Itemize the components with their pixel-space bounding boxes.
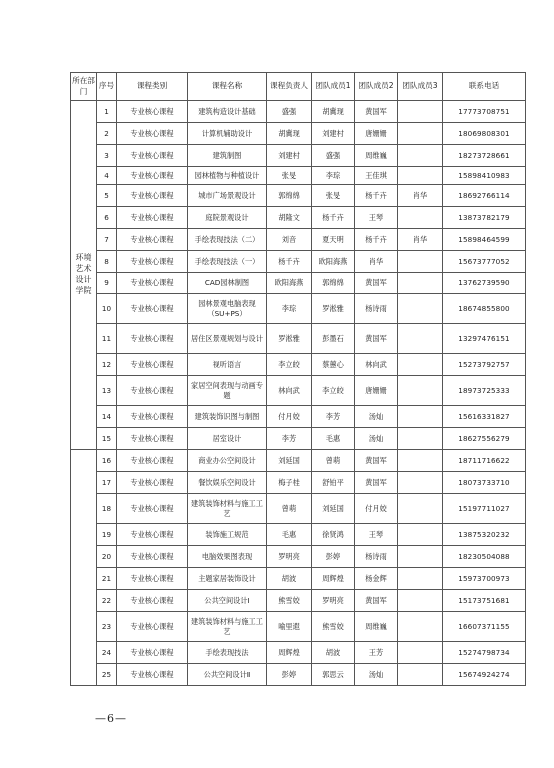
- cell-phone: 15197711027: [443, 494, 526, 524]
- cell-course: 手绘表现技法: [188, 642, 267, 664]
- cell-category: 专业核心课程: [117, 354, 188, 376]
- cell-course: 电脑效果图表现: [188, 546, 267, 568]
- cell-index: 21: [97, 568, 117, 590]
- cell-category: 专业核心课程: [117, 207, 188, 229]
- cell-member2: 汤灿: [355, 406, 398, 428]
- cell-category: 专业核心课程: [117, 546, 188, 568]
- cell-member3: 肖华: [398, 185, 443, 207]
- cell-phone: 18973725333: [443, 376, 526, 406]
- cell-member2: 杨千卉: [355, 185, 398, 207]
- cell-member1: 胡波: [312, 642, 355, 664]
- cell-index: 22: [97, 590, 117, 612]
- cell-category: 专业核心课程: [117, 294, 188, 324]
- cell-lead: 彭婷: [267, 664, 312, 686]
- cell-member3: [398, 294, 443, 324]
- cell-member3: [398, 354, 443, 376]
- cell-phone: 15173751681: [443, 590, 526, 612]
- cell-member3: [398, 612, 443, 642]
- cell-member3: [398, 472, 443, 494]
- cell-phone: 18073733710: [443, 472, 526, 494]
- cell-phone: 17773708751: [443, 101, 526, 123]
- cell-course: 餐饮娱乐空间设计: [188, 472, 267, 494]
- table-row: [71, 612, 526, 642]
- cell-phone: 15674924274: [443, 664, 526, 686]
- cell-member2: 周维巍: [355, 612, 398, 642]
- cell-phone: 18273728661: [443, 145, 526, 167]
- dept-cell-empty: [71, 450, 97, 686]
- cell-category: 专业核心课程: [117, 472, 188, 494]
- cell-index: 12: [97, 354, 117, 376]
- cell-lead: 付月姣: [267, 406, 312, 428]
- cell-course: 手绘表现技法（二）: [188, 229, 267, 251]
- cell-index: 25: [97, 664, 117, 686]
- cell-lead: 杨千卉: [267, 251, 312, 273]
- cell-member1: 郭思云: [312, 664, 355, 686]
- table-row: [71, 376, 526, 406]
- header-member2: 团队成员2: [355, 73, 398, 101]
- cell-member2: 唐姗姗: [355, 376, 398, 406]
- cell-lead: 胡隆文: [267, 207, 312, 229]
- table-row: [71, 354, 526, 376]
- cell-index: 6: [97, 207, 117, 229]
- cell-member3: [398, 324, 443, 354]
- cell-member1: 杨千卉: [312, 207, 355, 229]
- cell-member2: 唐姗姗: [355, 123, 398, 145]
- table-row: [71, 324, 526, 354]
- cell-member3: [398, 590, 443, 612]
- cell-member1: 胡冀现: [312, 101, 355, 123]
- cell-phone: 18692766114: [443, 185, 526, 207]
- cell-member1: 毛惠: [312, 428, 355, 450]
- header-dept: 所在部门: [71, 73, 97, 101]
- cell-category: 专业核心课程: [117, 406, 188, 428]
- cell-member1: 蔡蕙心: [312, 354, 355, 376]
- cell-phone: 18627556279: [443, 428, 526, 450]
- table-row: [71, 294, 526, 324]
- cell-category: 专业核心课程: [117, 101, 188, 123]
- cell-member3: [398, 642, 443, 664]
- cell-member2: 黄国军: [355, 324, 398, 354]
- cell-member1: 夏天明: [312, 229, 355, 251]
- cell-course: CAD园林制图: [188, 273, 267, 294]
- table-row: [71, 207, 526, 229]
- header-member3: 团队成员3: [398, 73, 443, 101]
- cell-course: 园林景观电脑表现（SU+PS）: [188, 294, 267, 324]
- cell-category: 专业核心课程: [117, 612, 188, 642]
- cell-phone: 13873782179: [443, 207, 526, 229]
- cell-member3: [398, 428, 443, 450]
- cell-index: 19: [97, 524, 117, 546]
- cell-index: 18: [97, 494, 117, 524]
- cell-index: 10: [97, 294, 117, 324]
- cell-lead: 李立皎: [267, 354, 312, 376]
- cell-course: 居室设计: [188, 428, 267, 450]
- cell-index: 16: [97, 450, 117, 472]
- cell-member2: 王佳琪: [355, 167, 398, 185]
- header-phone: 联系电话: [443, 73, 526, 101]
- cell-phone: 13762739590: [443, 273, 526, 294]
- table-row: [71, 590, 526, 612]
- cell-category: 专业核心课程: [117, 185, 188, 207]
- cell-member2: 黄国军: [355, 450, 398, 472]
- cell-phone: 15274798734: [443, 642, 526, 664]
- cell-phone: 16607371155: [443, 612, 526, 642]
- table-row: [71, 524, 526, 546]
- cell-member1: 欧阳海燕: [312, 251, 355, 273]
- cell-category: 专业核心课程: [117, 568, 188, 590]
- table-row: [71, 664, 526, 686]
- cell-phone: 18069808301: [443, 123, 526, 145]
- cell-member2: 杨诗雨: [355, 546, 398, 568]
- cell-member3: [398, 568, 443, 590]
- cell-index: 8: [97, 251, 117, 273]
- cell-index: 1: [97, 101, 117, 123]
- cell-lead: 胡冀现: [267, 123, 312, 145]
- cell-category: 专业核心课程: [117, 273, 188, 294]
- cell-course: 建筑装饰识图与制图: [188, 406, 267, 428]
- cell-member2: 王芳: [355, 642, 398, 664]
- cell-member3: [398, 167, 443, 185]
- cell-member3: 肖华: [398, 229, 443, 251]
- cell-index: 14: [97, 406, 117, 428]
- cell-member1: 曾萌: [312, 450, 355, 472]
- cell-lead: 曾萌: [267, 494, 312, 524]
- cell-course: 庭院景观设计: [188, 207, 267, 229]
- cell-member1: 彭婷: [312, 546, 355, 568]
- cell-member3: [398, 450, 443, 472]
- cell-member1: 彭墨石: [312, 324, 355, 354]
- cell-member3: [398, 101, 443, 123]
- cell-index: 15: [97, 428, 117, 450]
- cell-course: 视听语言: [188, 354, 267, 376]
- cell-lead: 刘音: [267, 229, 312, 251]
- cell-member1: 罗明亮: [312, 590, 355, 612]
- page-number: —6—: [95, 712, 127, 725]
- cell-phone: 13875320232: [443, 524, 526, 546]
- cell-member3: [398, 664, 443, 686]
- cell-index: 3: [97, 145, 117, 167]
- cell-member1: 张旻: [312, 185, 355, 207]
- cell-member1: 盛强: [312, 145, 355, 167]
- header-lead: 课程负责人: [267, 73, 312, 101]
- cell-member2: 黄国军: [355, 590, 398, 612]
- cell-member3: [398, 376, 443, 406]
- cell-member1: 熊雪姣: [312, 612, 355, 642]
- cell-category: 专业核心课程: [117, 494, 188, 524]
- table-row: [71, 101, 526, 123]
- cell-member2: 杨金辉: [355, 568, 398, 590]
- cell-index: 2: [97, 123, 117, 145]
- cell-course: 建筑构造设计基础: [188, 101, 267, 123]
- cell-index: 20: [97, 546, 117, 568]
- cell-lead: 张旻: [267, 167, 312, 185]
- cell-course: 园林植物与种植设计: [188, 167, 267, 185]
- header-member1: 团队成员1: [312, 73, 355, 101]
- cell-index: 17: [97, 472, 117, 494]
- table-row: [71, 428, 526, 450]
- cell-index: 24: [97, 642, 117, 664]
- cell-member1: 郭绵绵: [312, 273, 355, 294]
- cell-index: 4: [97, 167, 117, 185]
- cell-phone: 18711716622: [443, 450, 526, 472]
- cell-member1: 李琮: [312, 167, 355, 185]
- table-row: [71, 251, 526, 273]
- header-category: 课程类别: [117, 73, 188, 101]
- cell-lead: 刘建村: [267, 145, 312, 167]
- cell-phone: 15898464599: [443, 229, 526, 251]
- cell-lead: 李琮: [267, 294, 312, 324]
- table-row: [71, 185, 526, 207]
- cell-index: 5: [97, 185, 117, 207]
- cell-member3: [398, 494, 443, 524]
- table-row: [71, 642, 526, 664]
- cell-course: 公共空间设计Ⅰ: [188, 590, 267, 612]
- table-row: [71, 145, 526, 167]
- cell-course: 家居空间表现与动画专题: [188, 376, 267, 406]
- cell-category: 专业核心课程: [117, 642, 188, 664]
- cell-course: 建筑装饰材料与施工工艺: [188, 612, 267, 642]
- cell-member2: 付月姣: [355, 494, 398, 524]
- cell-index: 13: [97, 376, 117, 406]
- cell-lead: 盛强: [267, 101, 312, 123]
- cell-phone: 13297476151: [443, 324, 526, 354]
- cell-member2: 杨千卉: [355, 229, 398, 251]
- cell-category: 专业核心课程: [117, 664, 188, 686]
- cell-course: 计算机辅助设计: [188, 123, 267, 145]
- header-course: 课程名称: [188, 73, 267, 101]
- cell-index: 9: [97, 273, 117, 294]
- cell-category: 专业核心课程: [117, 428, 188, 450]
- cell-lead: 郭绵绵: [267, 185, 312, 207]
- cell-course: 居住区景观规划与设计: [188, 324, 267, 354]
- cell-category: 专业核心课程: [117, 123, 188, 145]
- cell-category: 专业核心课程: [117, 324, 188, 354]
- cell-member1: 罗淞雅: [312, 294, 355, 324]
- table-row: [71, 229, 526, 251]
- cell-lead: 周辉煌: [267, 642, 312, 664]
- cell-category: 专业核心课程: [117, 167, 188, 185]
- cell-lead: 胡波: [267, 568, 312, 590]
- cell-member3: [398, 546, 443, 568]
- cell-member3: [398, 123, 443, 145]
- cell-member1: 李立皎: [312, 376, 355, 406]
- cell-member1: 刘延国: [312, 494, 355, 524]
- cell-member2: 杨诗雨: [355, 294, 398, 324]
- cell-category: 专业核心课程: [117, 145, 188, 167]
- cell-member2: 汤灿: [355, 428, 398, 450]
- cell-category: 专业核心课程: [117, 590, 188, 612]
- cell-index: 23: [97, 612, 117, 642]
- cell-member2: 黄国军: [355, 472, 398, 494]
- cell-member3: [398, 207, 443, 229]
- cell-member2: 黄国军: [355, 101, 398, 123]
- cell-course: 建筑装饰材料与施工工艺: [188, 494, 267, 524]
- cell-member2: 周维巍: [355, 145, 398, 167]
- cell-lead: 梅子桂: [267, 472, 312, 494]
- cell-course: 装饰施工规范: [188, 524, 267, 546]
- cell-course: 手绘表现技法（一）: [188, 251, 267, 273]
- cell-member2: 汤灿: [355, 664, 398, 686]
- cell-member3: [398, 145, 443, 167]
- cell-member1: 徐贤鸿: [312, 524, 355, 546]
- cell-member3: [398, 406, 443, 428]
- cell-category: 专业核心课程: [117, 450, 188, 472]
- cell-lead: 喻里遐: [267, 612, 312, 642]
- cell-member2: 黄国军: [355, 273, 398, 294]
- cell-phone: 18230504088: [443, 546, 526, 568]
- cell-course: 公共空间设计Ⅱ: [188, 664, 267, 686]
- cell-course: 主题家居装饰设计: [188, 568, 267, 590]
- cell-phone: 15273792757: [443, 354, 526, 376]
- cell-lead: 罗淞雅: [267, 324, 312, 354]
- cell-phone: 15616331827: [443, 406, 526, 428]
- cell-member2: 王琴: [355, 207, 398, 229]
- cell-member3: [398, 524, 443, 546]
- cell-phone: 15673777052: [443, 251, 526, 273]
- table-row: [71, 494, 526, 524]
- header-row: [71, 73, 526, 101]
- cell-category: 专业核心课程: [117, 524, 188, 546]
- table-row: [71, 273, 526, 294]
- cell-lead: 罗明亮: [267, 546, 312, 568]
- table-row: [71, 546, 526, 568]
- header-index: 序号: [97, 73, 117, 101]
- cell-member1: 周辉煌: [312, 568, 355, 590]
- table-body: [71, 101, 526, 686]
- cell-phone: 18674855800: [443, 294, 526, 324]
- table-row: [71, 167, 526, 185]
- table-row: [71, 472, 526, 494]
- table-row: [71, 568, 526, 590]
- cell-member2: 林向武: [355, 354, 398, 376]
- table-row: [71, 450, 526, 472]
- cell-category: 专业核心课程: [117, 251, 188, 273]
- table-row: [71, 123, 526, 145]
- cell-phone: 15898410983: [443, 167, 526, 185]
- cell-course: 城市广场景观设计: [188, 185, 267, 207]
- cell-lead: 李芳: [267, 428, 312, 450]
- cell-lead: 毛惠: [267, 524, 312, 546]
- dept-cell: 环境艺术设计学院: [71, 101, 97, 450]
- cell-lead: 熊雪姣: [267, 590, 312, 612]
- cell-phone: 15973700973: [443, 568, 526, 590]
- cell-course: 建筑制图: [188, 145, 267, 167]
- cell-member2: 王琴: [355, 524, 398, 546]
- cell-lead: 林向武: [267, 376, 312, 406]
- cell-index: 11: [97, 324, 117, 354]
- cell-course: 商业办公空间设计: [188, 450, 267, 472]
- cell-member1: 舒铂平: [312, 472, 355, 494]
- cell-lead: 欧阳海燕: [267, 273, 312, 294]
- cell-member3: [398, 273, 443, 294]
- cell-member3: [398, 251, 443, 273]
- cell-index: 7: [97, 229, 117, 251]
- cell-member1: 李芳: [312, 406, 355, 428]
- cell-member1: 刘建村: [312, 123, 355, 145]
- course-team-table: [70, 72, 526, 686]
- cell-category: 专业核心课程: [117, 229, 188, 251]
- table-row: [71, 406, 526, 428]
- cell-lead: 刘延国: [267, 450, 312, 472]
- cell-category: 专业核心课程: [117, 376, 188, 406]
- cell-member2: 肖华: [355, 251, 398, 273]
